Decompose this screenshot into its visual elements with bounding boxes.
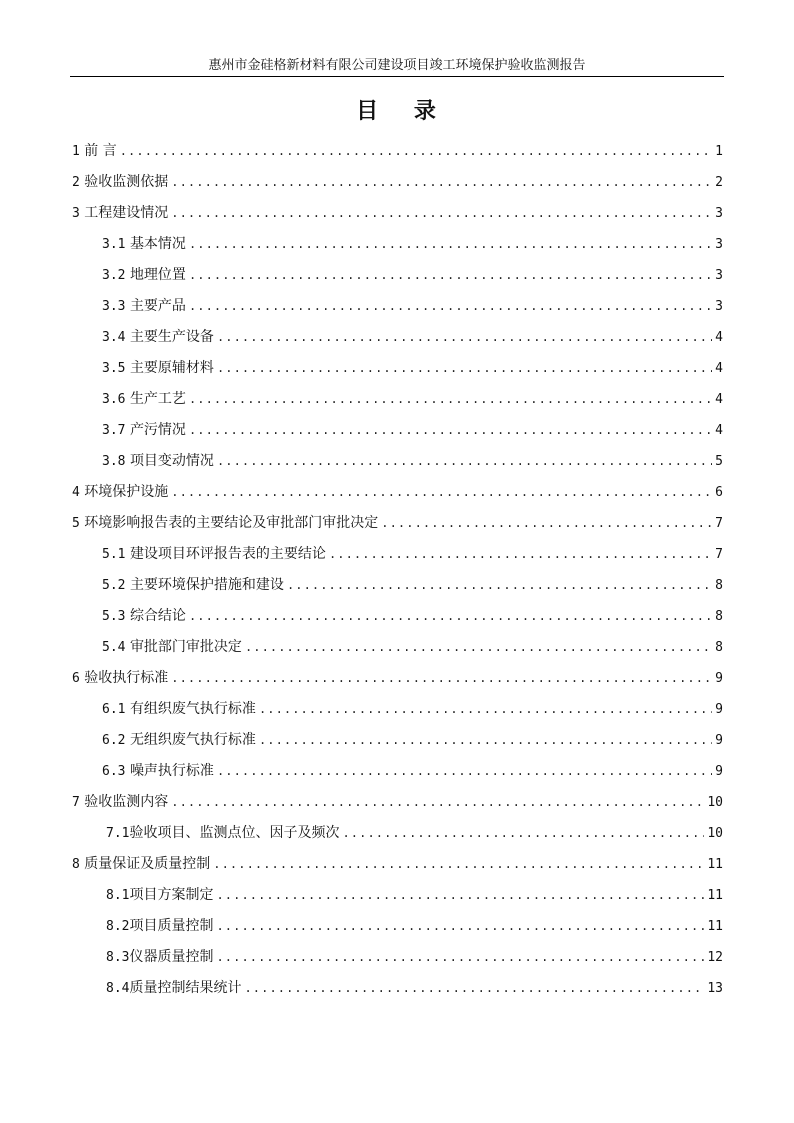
toc-dot-leader [171, 477, 712, 508]
toc-entry-number: 3.6 [102, 392, 126, 407]
toc-entry-number: 7.1 [106, 826, 130, 841]
toc-page-number: 10 [707, 795, 723, 810]
toc-dot-leader [189, 229, 712, 260]
toc-entry-text [72, 136, 117, 167]
toc-dot-leader [171, 663, 712, 694]
toc-entry-label: 项目质量控制 [129, 918, 214, 934]
toc-entry[interactable] [72, 632, 723, 663]
toc-entry-text [102, 229, 186, 260]
toc-entry-label: 验收监测依据 [84, 174, 169, 190]
toc-entry[interactable] [72, 260, 723, 291]
toc-entry-text [102, 756, 214, 787]
toc-entry-number: 5.4 [102, 640, 126, 655]
toc-entry-label: 有组织废气执行标准 [129, 701, 256, 717]
toc-entry-text [102, 415, 186, 446]
toc-page-number: 4 [715, 392, 723, 407]
toc-entry-label: 验收监测内容 [84, 794, 169, 810]
toc-title: 目 录 [356, 99, 450, 124]
toc-entry-text [102, 725, 256, 756]
toc-dot-leader [381, 508, 712, 539]
toc-entry-label: 综合结论 [129, 608, 186, 624]
toc-entry[interactable] [72, 508, 723, 539]
toc-dot-leader [189, 415, 712, 446]
toc-page-number: 9 [715, 764, 723, 779]
toc-entry-number: 6 [72, 671, 80, 686]
toc-list [72, 136, 723, 1004]
toc-dot-leader [216, 880, 704, 911]
toc-dot-leader [171, 198, 712, 229]
toc-entry-text [102, 291, 186, 322]
toc-dot-leader [217, 446, 712, 477]
toc-page-number: 5 [715, 454, 723, 469]
toc-entry[interactable] [72, 446, 723, 477]
toc-entry-text [102, 353, 214, 384]
toc-entry-number: 8.4 [106, 981, 130, 996]
toc-entry-number: 8 [72, 857, 80, 872]
toc-entry-number: 2 [72, 175, 80, 190]
toc-entry-label: 工程建设情况 [84, 205, 169, 221]
toc-page-number: 11 [707, 919, 723, 934]
toc-entry-number: 3.7 [102, 423, 126, 438]
toc-entry-label: 生产工艺 [129, 391, 186, 407]
toc-dot-leader [259, 694, 712, 725]
toc-dot-leader [287, 570, 712, 601]
toc-entry[interactable] [72, 880, 723, 911]
toc-dot-leader [171, 167, 712, 198]
toc-entry[interactable] [72, 353, 723, 384]
toc-entry-label: 主要原辅材料 [129, 360, 214, 376]
toc-entry-number: 3.4 [102, 330, 126, 345]
toc-entry-number: 8.1 [106, 888, 130, 903]
toc-entry-text [72, 167, 168, 198]
toc-entry-number: 1 [72, 144, 80, 159]
toc-entry[interactable] [72, 322, 723, 353]
toc-dot-leader [259, 725, 712, 756]
toc-entry-label: 主要生产设备 [129, 329, 214, 345]
toc-dot-leader [244, 973, 704, 1004]
toc-entry-label: 环境影响报告表的主要结论及审批部门审批决定 [84, 515, 379, 531]
toc-dot-leader [213, 849, 704, 880]
toc-entry-text [102, 539, 326, 570]
toc-page-number: 2 [715, 175, 723, 190]
toc-entry-text [72, 198, 168, 229]
toc-entry[interactable] [72, 291, 723, 322]
toc-page-number: 9 [715, 733, 723, 748]
toc-entry-label: 建设项目环评报告表的主要结论 [129, 546, 326, 562]
toc-page-number: 8 [715, 578, 723, 593]
toc-entry-label: 产污情况 [129, 422, 186, 438]
toc-entry-text [72, 849, 210, 880]
toc-entry[interactable] [72, 942, 723, 973]
toc-entry-number: 3.2 [102, 268, 126, 283]
toc-entry-number: 3.1 [102, 237, 126, 252]
toc-entry-label: 项目方案制定 [129, 887, 214, 903]
toc-entry[interactable] [72, 787, 723, 818]
toc-page-number: 8 [715, 640, 723, 655]
toc-entry-number: 5.1 [102, 547, 126, 562]
toc-entry[interactable] [72, 973, 723, 1004]
toc-entry-text [72, 663, 168, 694]
toc-entry-text [102, 632, 242, 663]
toc-entry-label: 项目变动情况 [129, 453, 214, 469]
toc-entry-text [102, 260, 186, 291]
toc-page-number: 3 [715, 268, 723, 283]
toc-page-number: 11 [707, 857, 723, 872]
toc-entry-text [72, 787, 168, 818]
toc-page-number: 7 [715, 547, 723, 562]
toc-dot-leader [189, 384, 712, 415]
toc-entry-number: 6.1 [102, 702, 126, 717]
toc-entry-text [106, 818, 339, 849]
toc-entry[interactable] [72, 539, 723, 570]
toc-entry-number: 3 [72, 206, 80, 221]
toc-entry-text [102, 384, 186, 415]
toc-page-number: 4 [715, 423, 723, 438]
toc-entry-text [102, 446, 214, 477]
toc-entry[interactable] [72, 818, 723, 849]
toc-entry-label: 验收项目、监测点位、因子及频次 [129, 825, 340, 841]
toc-entry[interactable] [72, 725, 723, 756]
toc-entry-text [106, 880, 213, 911]
toc-entry-label: 主要产品 [129, 298, 186, 314]
toc-entry-label: 验收执行标准 [84, 670, 169, 686]
toc-page-number: 10 [707, 826, 723, 841]
toc-page-number: 11 [707, 888, 723, 903]
toc-dot-leader [217, 756, 712, 787]
toc-entry-number: 3.3 [102, 299, 126, 314]
toc-dot-leader [189, 291, 712, 322]
toc-entry[interactable] [72, 167, 723, 198]
header-text: 惠州市金硅格新材料有限公司建设项目竣工环境保护验收监测报告 [208, 58, 586, 73]
toc-entry-text [102, 694, 256, 725]
toc-dot-leader [189, 260, 712, 291]
toc-dot-leader [245, 632, 712, 663]
toc-dot-leader [216, 942, 704, 973]
toc-entry-number: 6.3 [102, 764, 126, 779]
toc-page-number: 7 [715, 516, 723, 531]
toc-page-number: 13 [707, 981, 723, 996]
toc-page-number: 12 [707, 950, 723, 965]
toc-entry[interactable] [72, 849, 723, 880]
toc-entry-text [102, 322, 214, 353]
toc-entry-number: 5.3 [102, 609, 126, 624]
toc-page-number: 9 [715, 702, 723, 717]
toc-dot-leader [217, 353, 712, 384]
toc-entry-number: 3.5 [102, 361, 126, 376]
toc-entry-text [102, 601, 186, 632]
toc-entry[interactable] [72, 229, 723, 260]
toc-dot-leader [171, 787, 704, 818]
toc-entry-number: 5 [72, 516, 80, 531]
toc-page-number: 3 [715, 206, 723, 221]
toc-entry-label: 主要环境保护措施和建设 [129, 577, 284, 593]
toc-page-number: 8 [715, 609, 723, 624]
toc-page-number: 1 [715, 144, 723, 159]
toc-entry-number: 5.2 [102, 578, 126, 593]
toc-entry[interactable] [72, 694, 723, 725]
toc-entry-text [72, 508, 378, 539]
toc-entry-label: 地理位置 [129, 267, 186, 283]
toc-dot-leader [217, 322, 712, 353]
toc-dot-leader [120, 136, 712, 167]
toc-page-number: 3 [715, 299, 723, 314]
toc-entry[interactable] [72, 136, 723, 167]
page-header [70, 56, 724, 77]
toc-entry[interactable] [72, 601, 723, 632]
toc-entry-text [106, 973, 241, 1004]
toc-entry-label: 仪器质量控制 [129, 949, 214, 965]
toc-entry[interactable] [72, 756, 723, 787]
toc-entry-number: 3.8 [102, 454, 126, 469]
toc-page-number: 4 [715, 361, 723, 376]
toc-entry-label: 质量保证及质量控制 [84, 856, 211, 872]
toc-entry-label: 前 言 [84, 143, 117, 159]
toc-entry[interactable] [72, 384, 723, 415]
toc-entry[interactable] [72, 198, 723, 229]
toc-entry-text [72, 477, 168, 508]
toc-entry[interactable] [72, 477, 723, 508]
toc-entry-number: 6.2 [102, 733, 126, 748]
toc-page-number: 6 [715, 485, 723, 500]
toc-entry-label: 无组织废气执行标准 [129, 732, 256, 748]
toc-entry-label: 基本情况 [129, 236, 186, 252]
toc-entry-label: 质量控制结果统计 [129, 980, 242, 996]
toc-dot-leader [329, 539, 712, 570]
toc-entry-number: 8.2 [106, 919, 130, 934]
toc-dot-leader [342, 818, 704, 849]
toc-entry-label: 审批部门审批决定 [129, 639, 242, 655]
toc-entry[interactable] [72, 663, 723, 694]
toc-entry-text [102, 570, 284, 601]
toc-entry-number: 4 [72, 485, 80, 500]
toc-entry[interactable] [72, 570, 723, 601]
toc-entry-label: 环境保护设施 [84, 484, 169, 500]
toc-entry-label: 噪声执行标准 [129, 763, 214, 779]
toc-page-number: 9 [715, 671, 723, 686]
toc-dot-leader [216, 911, 704, 942]
toc-entry[interactable] [72, 911, 723, 942]
toc-dot-leader [189, 601, 712, 632]
toc-entry-text [106, 942, 213, 973]
toc-page-number: 3 [715, 237, 723, 252]
toc-page-number: 4 [715, 330, 723, 345]
toc-entry-text [106, 911, 213, 942]
toc-entry-number: 8.3 [106, 950, 130, 965]
toc-entry-number: 7 [72, 795, 80, 810]
toc-entry[interactable] [72, 415, 723, 446]
